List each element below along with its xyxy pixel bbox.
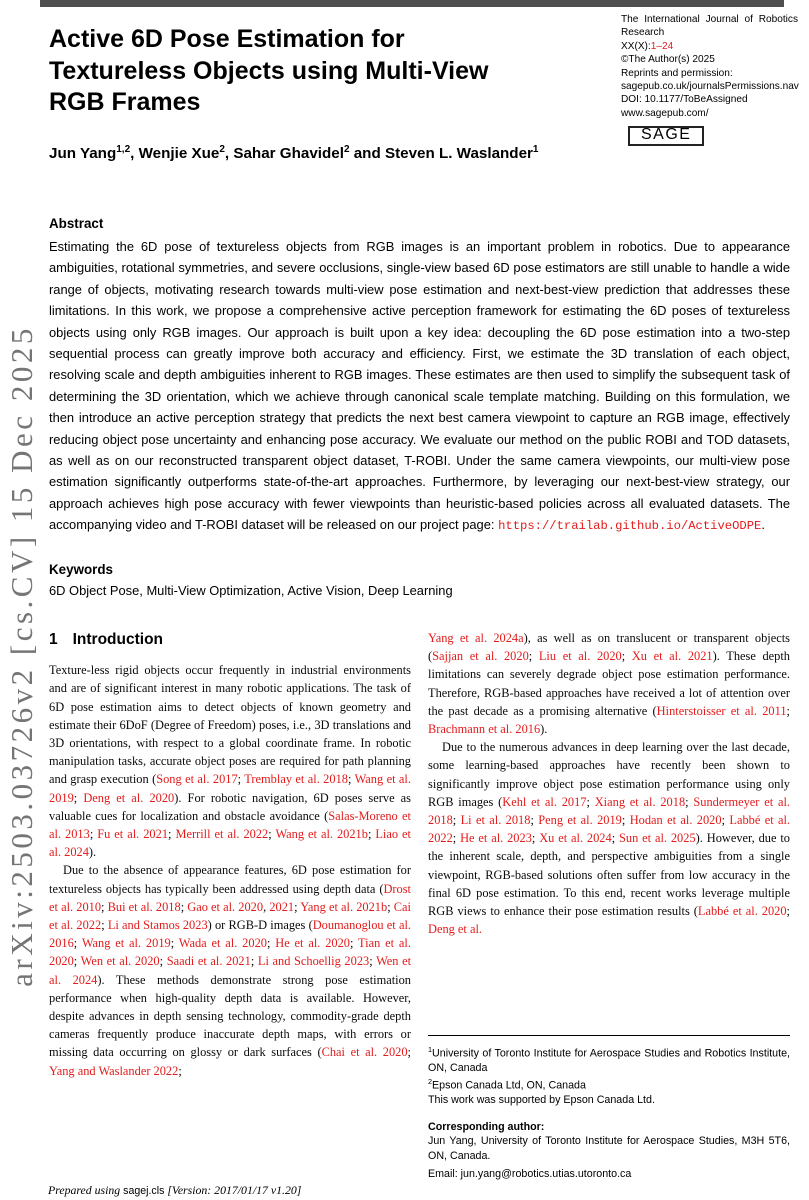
text-segment: ; (528, 649, 539, 664)
citation-link[interactable]: Drost et al. 2010 (49, 881, 411, 914)
text-segment: ; (721, 813, 730, 828)
paper-title (49, 24, 629, 119)
text-segment: Estimating the 6D pose of textureless objects from RGB images is an important problem in robotics. Due to appearance ambiguities, rotational symmetries, and severe occlusions, single-view based 6D pose estimators are still unable to handle a wide range of objects, motivating research towards multi-view pose estimation and next-best-view prediction that addresses these limitations. In this work, we propose a comprehensive active perception framework for estimating the 6D poses of textureless objects using only RGB images. Our approach is built upon a key idea: decoupling the 6D pose estimation into a two-step sequential process can greatly improve both accuracy and efficiency. First, we estimate the 3D translation of each object, resolving scale and depth ambiguities inherent to RGB images. These estimates are then used to simplify the subsequent task of determining the 3D orientation, which we achieve through canonical scale template matching. Building on this formulation, we then introduce an active perception strategy that predicts the next best camera viewpoint to capture an RGB image, effectively reducing object pose uncertainty and enhancing pose accuracy. We evaluate our method on the public ROBI and TOD datasets, as well as on our reconstructed transparent object dataset, T-ROBI. Under the same camera viewpoints, our multi-view pose estimation significantly outperforms state-of-the-art approaches. Furthermore, by leveraging our next-best-view strategy, our approach achieves high pose accuracy with fewer viewpoints than heuristic-based policies across all evaluated datasets. The accompanying video and T-ROBI dataset will be released on our project page: (49, 239, 790, 533)
text-segment: ; (407, 1045, 411, 1060)
footnote-block (428, 1035, 790, 1181)
author-line (49, 144, 749, 162)
citation-link[interactable]: Bui et al. 2018 (107, 899, 181, 914)
text-segment: ; (452, 831, 461, 846)
text-segment: ; (89, 827, 98, 842)
citation-link[interactable]: Labbé et al. 2022 (428, 813, 790, 846)
text-segment: ; (73, 790, 84, 805)
affiliation-lines (428, 1043, 790, 1107)
text-segment: ; (180, 899, 188, 914)
text-segment: ; (530, 813, 539, 828)
text-segment: ; (586, 794, 595, 809)
journal-issue (621, 40, 798, 53)
text-segment: Prepared using (48, 1183, 124, 1197)
text-segment: ; (685, 794, 694, 809)
footnote-line (428, 1075, 790, 1093)
text-segment: , Wenjie Xue (130, 145, 220, 163)
citation-link[interactable]: Liu et al. 2020 (538, 649, 622, 664)
text-segment: ; (349, 936, 359, 951)
citation-link[interactable]: Hodan et al. 2020 (629, 813, 722, 828)
text-segment: 1 (532, 144, 539, 155)
text-segment: , (263, 899, 270, 914)
text-segment: ; (369, 954, 377, 969)
text-segment: ). (540, 722, 548, 737)
paragraph (49, 861, 411, 1079)
citation-link[interactable]: Doumanoglou et al. 2016 (49, 918, 411, 951)
text-segment: This work was supported by Epson Canada Ltd. (428, 1093, 655, 1106)
text-segment: ; (159, 954, 167, 969)
text-segment: ; (387, 899, 394, 914)
citation-link[interactable]: Li and Stamos 2023 (107, 918, 208, 933)
text-segment: ; (452, 813, 461, 828)
footnote-line (428, 1093, 790, 1107)
citation-link[interactable]: Li et al. 2018 (460, 813, 531, 828)
text-segment: ; (347, 772, 355, 787)
text-segment: Texture-less rigid objects occur frequently in industrial environments and are of significant interest in many robotic applications. The task of 6D pose estimation aims to detect objects of known geometry and estimate their 6DoF (Degree of Freedom) poses, i.e., 3D translations and 3D orientations, with respect to a global coordinate frame. In robotic manipulation tasks, accurate object poses are required for path planning and grasp execution ( (49, 663, 411, 787)
citation-link[interactable]: Liao et al. 2024 (49, 827, 411, 860)
paper-title-line1: Active 6D Pose Estimation for (49, 25, 405, 53)
citation-link[interactable]: Yang et al. 2021b (300, 899, 388, 914)
text-segment: ; (268, 827, 276, 842)
text-segment: 2 (343, 144, 350, 155)
abstract-body (49, 236, 790, 538)
journal-masthead (621, 13, 798, 146)
citation-link[interactable]: Sundermeyer et al. 2018 (428, 794, 790, 828)
keywords-heading: Keywords (49, 562, 113, 577)
text-segment: ). These methods demonstrate strong pose estimation performance when high-quality depth data is available. However, despite advances in depth sensing technology, commodity-grade depth cameras frequently produce inaccurate depth maps, with errors or missing data occurring on glossy or dark surfaces ( (49, 972, 411, 1060)
citation-link[interactable]: Wada et al. 2020 (178, 936, 267, 951)
paragraph (428, 738, 790, 938)
citation-link[interactable]: Wen et al. 2024 (49, 954, 412, 987)
text-segment: sagej.cls (123, 1185, 165, 1197)
citation-link[interactable]: Wen et al. 2020 (80, 954, 160, 969)
section-title: Introduction (72, 631, 164, 648)
email-line: Email: jun.yang@robotics.utias.utoronto.ca (428, 1167, 632, 1180)
citation-link[interactable]: Peng et al. 2019 (538, 813, 622, 828)
text-segment: , Sahar Ghavidel (224, 145, 344, 163)
journal-copyright: ©The Author(s) 2025 (621, 54, 715, 66)
text-segment: 1 (428, 1045, 433, 1055)
citation-link[interactable]: Sun et al. 2025 (619, 831, 696, 846)
sage-logo: SAGE (628, 126, 704, 145)
text-segment: ; (101, 899, 108, 914)
citation-link[interactable]: Hinterstoisser et al. 2011 (656, 703, 787, 718)
text-segment: . (761, 517, 765, 533)
text-segment: XX(X): (621, 40, 651, 52)
citation-link[interactable]: Gao et al. 2020 (187, 899, 264, 914)
text-segment: ; (611, 831, 620, 846)
footnote-rule (428, 1035, 790, 1036)
text-segment: ). For robotic navigation, 6D poses serve as valuable cues for localization and obstacle avoidance ( (49, 790, 411, 823)
text-segment: Epson Canada Ltd, ON, Canada (432, 1079, 586, 1092)
journal-title-line1: The International Journal of Robotics (621, 14, 798, 25)
arxiv-watermark: arXiv:2503.03726v2 [cs.CV] 15 Dec 2025 (4, 325, 39, 987)
text-segment: 1,2 (116, 144, 131, 155)
page-footer (48, 1183, 301, 1198)
citation-link[interactable]: He et al. 2023 (460, 831, 532, 846)
paragraph (428, 629, 790, 738)
text-segment: ). These depth limitations can severely degrade object pose estimation performance. Therefore, RGB-based approaches have received a lot of attention over the past decade as a promising alternative ( (428, 649, 790, 718)
citation-link[interactable]: Salas-Moreno et al. 2013 (49, 808, 411, 842)
journal-doi: DOI: 10.1177/ToBeAssigned (621, 94, 748, 106)
citation-link[interactable]: Song et al. 2017 (156, 772, 238, 787)
text-segment: [Version: 2017/01/17 v1.20] (164, 1183, 302, 1197)
text-segment: ; (250, 954, 258, 969)
text-segment: Jun Yang (49, 145, 117, 163)
text-segment: Due to the numerous advances in deep learning over the last decade, some learning-based approaches have recently been shown to significantly improve object pose estimation performance using only RGB images ( (428, 740, 790, 809)
text-segment: ), as well as on translucent or transparent objects ( (428, 631, 790, 664)
citation-link[interactable]: He et al. 2020 (275, 936, 350, 951)
text-segment: University of Toronto Institute for Aerospace Studies and Robotics Institute, ON, Canada (428, 1047, 790, 1075)
corresponding-author-heading: Corresponding author: (428, 1121, 545, 1134)
section-number: 1 (49, 631, 58, 648)
citation-link[interactable]: Yang and Waslander 2022 (49, 1063, 179, 1078)
abstract-heading: Abstract (49, 216, 104, 231)
text-segment: ; (621, 813, 630, 828)
citation-link[interactable]: Xiang et al. 2018 (594, 794, 686, 809)
citation-link[interactable]: Tremblay et al. 2018 (244, 772, 348, 787)
citation-link[interactable]: Deng et al. 2020 (83, 790, 175, 805)
text-segment: ; (170, 936, 179, 951)
citation-link[interactable]: Brachmann et al. 2016 (428, 722, 541, 737)
text-segment: ; (367, 827, 376, 842)
text-segment: ; (786, 904, 790, 919)
text-segment: 2 (219, 144, 225, 155)
citation-link[interactable]: Sajjan et al. 2020 (432, 649, 529, 664)
journal-website: www.sagepub.com/ (621, 107, 709, 119)
text-segment: Due to the absence of appearance features, 6D pose estimation for textureless objects has typically been addressed using depth data ( (49, 863, 411, 896)
footnote-line (428, 1043, 790, 1075)
footnote-gap (428, 1107, 790, 1120)
reprints-line2: sagepub.co.uk/journalsPermissions.nav (621, 81, 799, 93)
citation-link[interactable]: Fu et al. 2021 (97, 827, 169, 842)
citation-link[interactable]: Merrill et al. 2022 (175, 827, 269, 842)
keywords-body: 6D Object Pose, Multi-View Optimization, Active Vision, Deep Learning (49, 583, 453, 598)
text-segment: ; (294, 899, 301, 914)
citation-link[interactable]: Tian et al. 2020 (49, 936, 411, 969)
text-segment: ; (73, 954, 81, 969)
citation-link[interactable]: Li and Schoellig 2023 (257, 954, 370, 969)
text-segment: and Steven L. Waslander (349, 145, 533, 163)
text-segment: ; (266, 936, 276, 951)
citation-link[interactable]: Yang et al. 2024a (428, 631, 524, 645)
citation-link[interactable]: Cai et al. 2022 (49, 899, 411, 933)
section-heading-introduction (49, 631, 411, 649)
text-segment: ). (88, 845, 97, 860)
right-column-text (428, 629, 790, 938)
text-segment: ; (786, 703, 790, 718)
text-segment: ). However, due to the inherent scale, depth, and perspective ambiguities from a single viewpoint, RGB-based solutions often suffer from low accuracy in the final 6D pose estimation. To this end, recent works leverage multiple RGB views to enhance their pose estimation results ( (428, 831, 790, 919)
citation-link[interactable]: Wang et al. 2019 (49, 772, 411, 805)
text-segment: 2 (428, 1077, 433, 1087)
text-segment: ; (168, 827, 176, 842)
paper-title-line3: RGB Frames (49, 88, 201, 116)
citation-link[interactable]: 2021 (269, 899, 295, 914)
citation-link[interactable]: Labbé et al. 2020 (697, 904, 787, 919)
abstract-section (49, 216, 790, 538)
citation-link[interactable]: Xu et al. 2024 (539, 831, 612, 846)
citation-link[interactable]: Wang et al. 2019 (81, 936, 171, 951)
text-segment: ) or RGB-D images ( (207, 918, 313, 933)
keywords-section (49, 562, 790, 598)
left-column (49, 629, 411, 1181)
corresponding-author-text: Jun Yang, University of Toronto Institute for Aerospace Studies, M3H 5T6, ON, Canada. (428, 1135, 790, 1162)
citation-link[interactable]: Wang et al. 2021b (275, 827, 368, 842)
text-segment: ; (621, 649, 632, 664)
text-segment: ; (101, 918, 108, 933)
left-column-text (49, 661, 411, 1080)
paragraph (49, 661, 411, 861)
paper-title-line2: Textureless Objects using Multi-View (49, 56, 489, 85)
text-segment: ; (73, 936, 82, 951)
text-segment: ; (237, 772, 245, 787)
project-page-link[interactable]: https://trailab.github.io/ActiveODPE (498, 519, 762, 534)
citation-link[interactable]: Chai et al. 2020 (321, 1045, 408, 1060)
citation-link[interactable]: 1–24 (650, 40, 674, 52)
reprints-line1: Reprints and permission: (621, 67, 733, 79)
citation-link[interactable]: Kehl et al. 2017 (502, 794, 587, 809)
top-rule-bar (40, 0, 784, 7)
right-column (428, 629, 790, 1181)
citation-link[interactable]: Saadi et al. 2021 (166, 954, 251, 969)
citation-link[interactable]: Deng et al. (428, 922, 483, 937)
body-columns (49, 629, 790, 1181)
text-segment: ; (178, 1063, 182, 1078)
text-segment: ; (531, 831, 540, 846)
journal-title-line2: Research (621, 27, 665, 39)
citation-link[interactable]: Xu et al. 2021 (631, 649, 713, 664)
